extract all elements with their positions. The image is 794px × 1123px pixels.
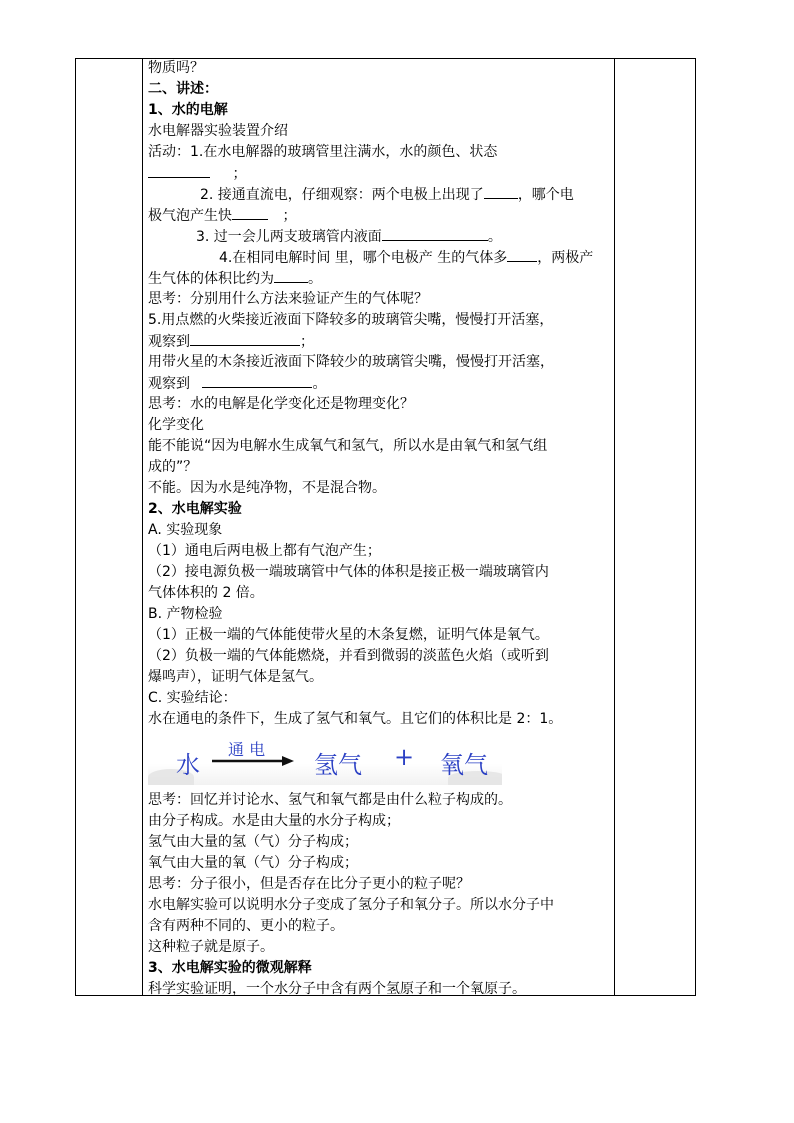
text-line: 由分子构成。水是由大量的水分子构成； bbox=[148, 813, 400, 829]
activity-line: 活动：1.在水电解器的玻璃管里注满水，水的颜色、状态 bbox=[148, 144, 498, 160]
text-fragment: ； bbox=[232, 166, 247, 182]
text-fragment: 。 bbox=[312, 376, 327, 392]
answer-blank[interactable] bbox=[232, 205, 268, 220]
text-line: 爆鸣声），证明气体是氢气。 bbox=[148, 669, 323, 685]
answer-blank[interactable] bbox=[202, 373, 312, 388]
subsection-heading: 1、水的电解 bbox=[148, 102, 228, 118]
text-line: B. 产物检验 bbox=[148, 606, 223, 622]
electrolysis-equation-image bbox=[148, 737, 502, 785]
fill-blank-line bbox=[196, 226, 502, 247]
text-line: A. 实验现象 bbox=[148, 522, 223, 538]
equation-reactant: 水 bbox=[176, 751, 200, 779]
text-line: 物质吗？ bbox=[148, 60, 204, 76]
fill-blank-line bbox=[148, 373, 326, 394]
text-line: 5.用点燃的火柴接近液面下降较多的玻璃管尖嘴，慢慢打开活塞， bbox=[148, 312, 554, 328]
answer-line: 化学变化 bbox=[148, 417, 204, 433]
fill-blank-line bbox=[219, 247, 593, 268]
answer-blank[interactable] bbox=[484, 184, 518, 199]
text-fragment: 。 bbox=[308, 271, 322, 287]
answer-blank[interactable] bbox=[190, 331, 300, 346]
think-question: 思考：分子很小，但是否存在比分子更小的粒子呢？ bbox=[148, 876, 470, 892]
answer-line: 不能。因为水是纯净物，不是混合物。 bbox=[148, 480, 386, 496]
fill-blank-line bbox=[148, 163, 246, 184]
fill-blank-line bbox=[200, 184, 574, 205]
text-line: （1）通电后两电极上都有气泡产生； bbox=[148, 543, 381, 559]
text-fragment: ，两极产 bbox=[537, 250, 594, 266]
answer-blank[interactable] bbox=[507, 247, 537, 262]
text-line: （2）接电源负极一端玻璃管中气体的体积是接正极一端玻璃管内 bbox=[148, 564, 549, 580]
text-line: 水电解实验可以说明水分子变成了氢分子和氧分子。所以水分子中 bbox=[148, 897, 554, 913]
text-line: （2）负极一端的气体能燃烧，并看到微弱的淡蓝色火焰（或听到 bbox=[148, 648, 549, 664]
subsection-heading: 3、水电解实验的微观解释 bbox=[148, 960, 312, 976]
text-fragment: 观察到 bbox=[148, 376, 190, 392]
text-fragment: 4.在相同电解时间 里，哪个电极产 生的气体多 bbox=[219, 250, 508, 266]
text-line: 成的”？ bbox=[148, 459, 198, 475]
fill-blank-line bbox=[148, 268, 322, 289]
text-fragment: 观察到 bbox=[148, 334, 190, 350]
text-fragment: ； bbox=[300, 334, 314, 350]
think-question: 思考：水的电解是化学变化还是物理变化？ bbox=[148, 396, 414, 412]
reaction-arrow-icon bbox=[212, 755, 294, 767]
text-line: 科学实验证明，一个水分子中含有两个氢原子和一个氧原子。 bbox=[148, 981, 526, 997]
equation-condition: 通 电 bbox=[228, 740, 266, 759]
subsection-heading: 2、水电解实验 bbox=[148, 501, 242, 517]
text-line: 气体体积的 2 倍。 bbox=[148, 585, 264, 601]
answer-blank[interactable] bbox=[274, 268, 308, 283]
text-line: 这种粒子就是原子。 bbox=[148, 939, 274, 955]
text-line: 含有两种不同的、更小的粒子。 bbox=[148, 918, 344, 934]
text-fragment: ，哪个电 bbox=[517, 187, 574, 203]
answer-blank[interactable] bbox=[148, 163, 210, 178]
text-line: 氧气由大量的氧（气）分子构成； bbox=[148, 855, 358, 871]
answer-blank[interactable] bbox=[382, 226, 488, 241]
text-fragment: 极气泡产生快 bbox=[148, 208, 232, 224]
text-fragment: 3. 过一会儿两支玻璃管内液面 bbox=[196, 229, 382, 245]
text-line: 水电解器实验装置介绍 bbox=[148, 123, 288, 139]
text-line: （1）正极一端的气体能使带火星的木条复燃，证明气体是氧气。 bbox=[148, 627, 549, 643]
text-line: C. 实验结论： bbox=[148, 690, 237, 706]
column-divider-left bbox=[142, 59, 143, 995]
fill-blank-line bbox=[148, 205, 296, 226]
text-fragment: ； bbox=[282, 208, 297, 224]
fill-blank-line bbox=[148, 331, 314, 352]
section-heading: 二、讲述： bbox=[148, 81, 218, 97]
text-line: 能不能说“因为电解水生成氧气和氢气，所以水是由氧气和氢气组 bbox=[148, 438, 548, 454]
equation-plus: + bbox=[394, 743, 415, 771]
column-divider-right bbox=[614, 59, 615, 995]
text-fragment: 生气体的体积比约为 bbox=[148, 271, 274, 287]
text-fragment: 2. 接通直流电，仔细观察：两个电极上出现了 bbox=[200, 187, 484, 203]
equation-product-oxygen: 氧气 bbox=[440, 751, 488, 779]
equation-product-hydrogen: 氢气 bbox=[314, 751, 362, 779]
text-line: 用带火星的木条接近液面下降较少的玻璃管尖嘴，慢慢打开活塞， bbox=[148, 354, 554, 370]
text-line: 氢气由大量的氢（气）分子构成； bbox=[148, 834, 358, 850]
think-question: 思考：回忆并讨论水、氢气和氧气都是由什么粒子构成的。 bbox=[148, 792, 512, 808]
conclusion-line: 水在通电的条件下，生成了氢气和氧气。且它们的体积比是 2：1。 bbox=[148, 711, 563, 727]
think-question: 思考：分别用什么方法来验证产生的气体呢？ bbox=[148, 291, 428, 307]
text-fragment: 。 bbox=[487, 229, 502, 245]
